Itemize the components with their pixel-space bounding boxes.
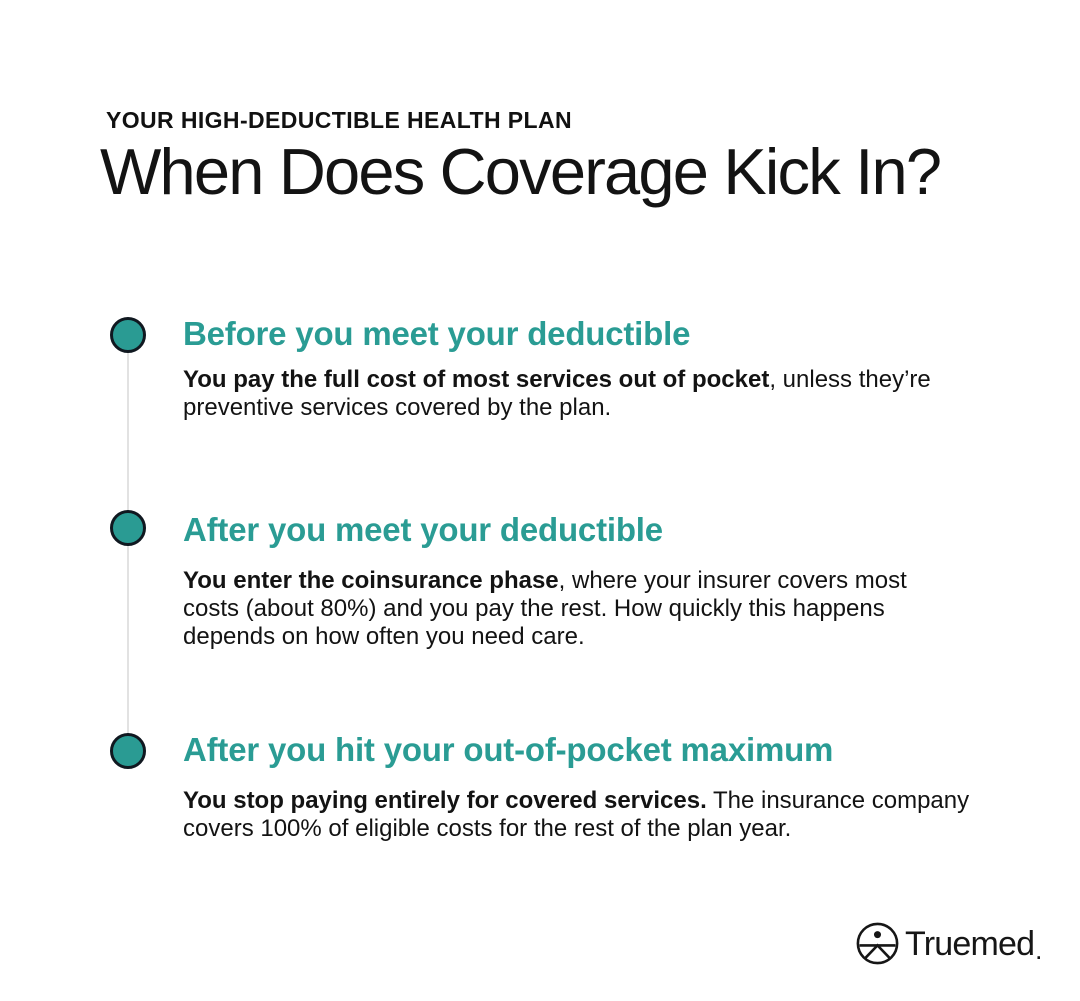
timeline-node-dot — [110, 733, 146, 769]
item-body — [183, 366, 943, 422]
body-text: , unless they’re preventive services covered by the plan. — [183, 366, 931, 421]
timeline-node-dot — [110, 510, 146, 546]
logo-wordmark: Truemed — [905, 924, 1035, 963]
logo-trademark-dot: . — [1036, 943, 1042, 963]
body-emphasis: You pay the full cost of most services out of pocket — [183, 366, 770, 393]
truemed-logo — [856, 922, 1041, 965]
person-in-circle-icon — [856, 922, 899, 965]
item-heading: Before you meet your deductible — [183, 315, 691, 352]
timeline-node-dot — [110, 317, 146, 353]
eyebrow-label: YOUR HIGH-DEDUCTIBLE HEALTH PLAN — [106, 107, 572, 133]
body-text: The insurance company covers 100% of eligible costs for the rest of the plan year. — [183, 787, 970, 842]
body-emphasis: You enter the coinsurance phase — [183, 567, 559, 594]
body-text: , where your insurer covers most costs (about 80%) and you pay the rest. How quickly this happens depends on how often you need care. — [183, 567, 907, 650]
item-heading: After you meet your deductible — [183, 511, 663, 548]
body-emphasis: You stop paying entirely for covered services. — [183, 787, 707, 814]
item-heading: After you hit your out-of-pocket maximum — [183, 731, 834, 768]
item-body — [183, 567, 948, 651]
page-title: When Does Coverage Kick In? — [100, 135, 941, 208]
item-body — [183, 787, 1018, 843]
